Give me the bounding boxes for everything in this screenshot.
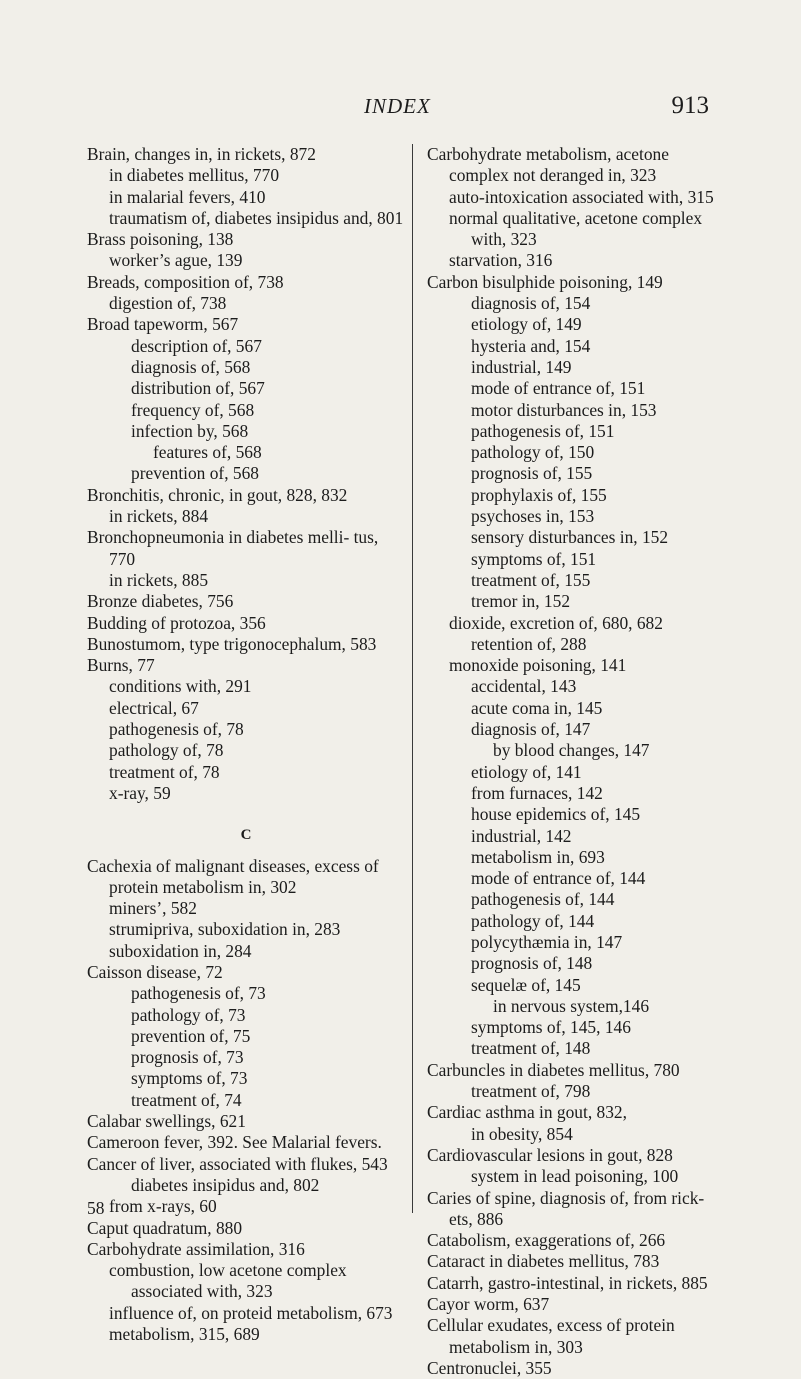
index-entry: tremor in, 152 (471, 591, 571, 612)
index-entry: house epidemics of, 145 (471, 804, 641, 825)
index-entry: metabolism, 315, 689 (109, 1324, 260, 1345)
index-entry: Cancer of liver, associated with flukes, 543 (87, 1153, 388, 1174)
index-entry: conditions with, 291 (109, 676, 252, 697)
index-entry: system in lead poisoning, 100 (471, 1166, 679, 1187)
page-title: INDEX (364, 94, 431, 118)
index-entry: hysteria and, 154 (471, 335, 591, 356)
signature-mark: 58 (87, 1198, 105, 1218)
index-entry: in rickets, 885 (109, 569, 209, 590)
index-entry: pathogenesis of, 151 (471, 420, 615, 441)
index-entry: dioxide, excretion of, 680, 682 (449, 612, 663, 633)
index-entry: Cayor worm, 637 (427, 1294, 550, 1315)
index-entry: Cellular exudates, excess of protein metabolism in, 303 (427, 1315, 675, 1357)
index-entry: pathogenesis of, 144 (471, 889, 615, 910)
index-entry: motor disturbances in, 153 (471, 399, 657, 420)
index-entry: sequelæ of, 145 (471, 974, 581, 995)
index-entry: Brass poisoning, 138 (87, 229, 234, 250)
index-entry: Calabar swellings, 621 (87, 1111, 246, 1132)
index-entry: Bronchitis, chronic, in gout, 828, 832 (87, 484, 348, 505)
index-entry: strumipriva, suboxidation in, 283 (109, 919, 341, 940)
index-entry: industrial, 142 (471, 825, 572, 846)
index-entry: treatment of, 78 (109, 761, 220, 782)
index-entry: by blood changes, 147 (493, 740, 650, 761)
index-entry: diagnosis of, 154 (471, 293, 591, 314)
index-entry: Cardiac asthma in gout, 832, (427, 1102, 627, 1123)
index-entry: Carbuncles in diabetes mellitus, 780 (427, 1059, 680, 1080)
index-entry: diagnosis of, 147 (471, 719, 591, 740)
index-entry: Carbon bisulphide poisoning, 149 (427, 271, 663, 292)
index-entry: Brain, changes in, in rickets, 872 (87, 144, 316, 164)
index-entry: Centronuclei, 355 (427, 1357, 552, 1378)
index-entry: digestion of, 738 (109, 293, 227, 314)
index-entry: Breads, composition of, 738 (87, 271, 284, 292)
index-entry: psychoses in, 153 (471, 506, 595, 527)
index-entry: treatment of, 155 (471, 569, 591, 590)
index-entry: Cameroon fever, 392. See Malarial fevers. (87, 1132, 382, 1153)
index-entry: Cataract in diabetes mellitus, 783 (427, 1251, 660, 1272)
index-entry: miners’, 582 (109, 898, 197, 919)
index-entry: mode of entrance of, 151 (471, 378, 646, 399)
page-number: 913 (671, 92, 709, 119)
index-entry: pathology of, 150 (471, 442, 595, 463)
index-entry: from furnaces, 142 (471, 782, 603, 803)
index-entry: in diabetes mellitus, 770 (109, 165, 280, 186)
index-entry: prevention of, 75 (131, 1025, 251, 1046)
column-divider (412, 144, 413, 1213)
index-entry: normal qualitative, acetone complex with, 323 (449, 207, 703, 250)
index-entry: infection by, 568 (131, 420, 249, 441)
index-entry: pathology of, 78 (109, 740, 224, 761)
index-entry: distribution of, 567 (131, 378, 265, 399)
index-entry: in nervous system,146 (493, 995, 650, 1016)
index-entry: in malarial fevers, 410 (109, 186, 266, 207)
index-entry: symptoms of, 145, 146 (471, 1017, 631, 1038)
index-entry: from x-rays, 60 (109, 1196, 217, 1217)
index-entry: acute coma in, 145 (471, 697, 603, 718)
left-column (87, 144, 405, 1345)
index-entry: industrial, 149 (471, 356, 572, 377)
index-entry: starvation, 316 (449, 250, 553, 271)
index-entry: electrical, 67 (109, 697, 199, 718)
index-entry: accidental, 143 (471, 676, 577, 697)
index-entry: influence of, on proteid metabolism, 673 (109, 1302, 393, 1323)
index-entry: in rickets, 884 (109, 506, 209, 527)
index-entry: mode of entrance of, 144 (471, 868, 646, 889)
index-entry: monoxide poisoning, 141 (449, 655, 627, 676)
index-entry: retention of, 288 (471, 633, 587, 654)
index-entry: Carbohydrate assimilation, 316 (87, 1238, 305, 1259)
index-entry: prevention of, 568 (131, 463, 259, 484)
index-entry: Caisson disease, 72 (87, 961, 223, 982)
index-entry: traumatism of, diabetes insipidus and, 801 (109, 207, 404, 228)
section-letter: C (240, 827, 252, 844)
index-entry: diabetes insipidus and, 802 (131, 1174, 320, 1195)
index-entry: pathogenesis of, 78 (109, 719, 244, 740)
index-entry: prognosis of, 148 (471, 953, 593, 974)
index-entry: auto-intoxication associated with, 315 (449, 186, 714, 207)
index-entry: Budding of protozoa, 356 (87, 612, 266, 633)
index-entry: Catarrh, gastro-intestinal, in rickets, 885 (427, 1272, 708, 1293)
index-entry: frequency of, 568 (131, 399, 255, 420)
index-entry: Bunostumom, type trigonocephalum, 583 (87, 633, 377, 654)
right-column (427, 144, 731, 1379)
index-entry: x-ray, 59 (109, 782, 171, 803)
index-entry: prognosis of, 155 (471, 463, 593, 484)
index-entry: combustion, low acetone complex associated with, 323 (109, 1260, 347, 1302)
index-entry: description of, 567 (131, 335, 262, 356)
index-entry: pathology of, 144 (471, 910, 595, 931)
index-entry: prophylaxis of, 155 (471, 484, 607, 505)
index-entry: worker’s ague, 139 (109, 250, 243, 271)
index-entry: sensory disturbances in, 152 (471, 527, 669, 548)
index-entry: symptoms of, 151 (471, 548, 597, 569)
index-entry: Carbohydrate metabolism, acetone complex not deranged in, 323 (427, 144, 669, 186)
index-entry: symptoms of, 73 (131, 1068, 248, 1089)
index-entry: pathology of, 73 (131, 1004, 246, 1025)
index-entry: treatment of, 798 (471, 1081, 591, 1102)
index-entry: Catabolism, exaggerations of, 266 (427, 1230, 666, 1251)
index-entry: features of, 568 (153, 442, 262, 463)
page-header (0, 82, 801, 118)
index-entry: prognosis of, 73 (131, 1047, 244, 1068)
index-entry: diagnosis of, 568 (131, 356, 251, 377)
index-entry: Bronze diabetes, 756 (87, 591, 234, 612)
index-entry: Broad tapeworm, 567 (87, 314, 239, 335)
index-entry: Caput quadratum, 880 (87, 1217, 243, 1238)
index-entry: Caries of spine, diagnosis of, from rick- ets, 886 (427, 1187, 705, 1229)
index-entry: treatment of, 74 (131, 1089, 242, 1110)
index-entry: treatment of, 148 (471, 1038, 591, 1059)
index-entry: Cachexia of malignant diseases, excess of protein metabolism in, 302 (87, 855, 379, 897)
index-entry: Burns, 77 (87, 655, 155, 676)
index-entry: suboxidation in, 284 (109, 940, 252, 961)
index-entry: pathogenesis of, 73 (131, 983, 266, 1004)
index-entry: etiology of, 141 (471, 761, 582, 782)
index-entry: Bronchopneumonia in diabetes melli- tus, 770 (87, 527, 379, 569)
index-entry: metabolism in, 693 (471, 846, 605, 867)
index-entry: in obesity, 854 (471, 1123, 573, 1144)
index-entry: etiology of, 149 (471, 314, 582, 335)
index-entry: polycythæmia in, 147 (471, 931, 623, 952)
index-entry: Cardiovascular lesions in gout, 828 (427, 1144, 673, 1165)
